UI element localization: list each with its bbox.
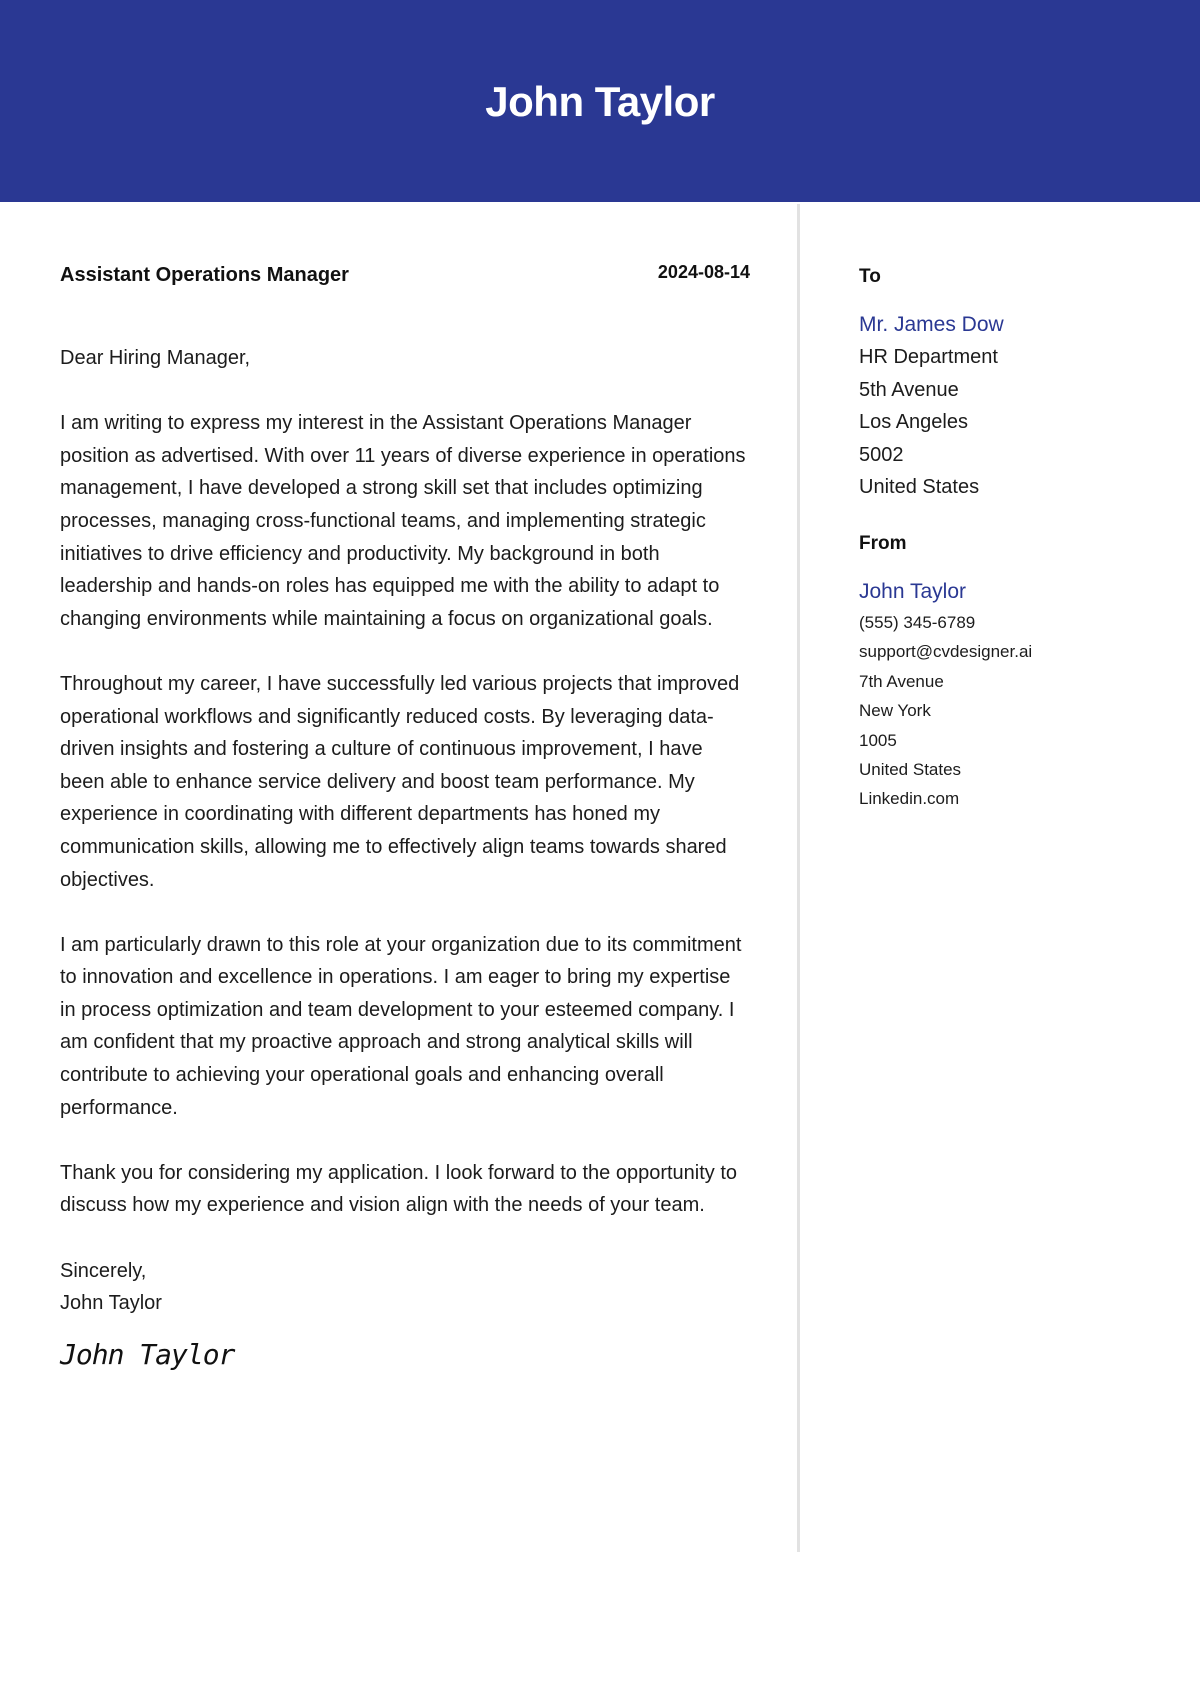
- sender-phone: (555) 345-6789: [859, 612, 976, 632]
- letter-paragraph: I am particularly drawn to this role at your organization due to its commitment to innovation and excellence in operations. I am eager to bring my expertise in process optimization and team development to your esteemed company. I am confident that my proactive approach and strong analytical skills will contribute to achieving your operational goals and enhancing overall performance.: [60, 933, 742, 1119]
- recipient-department: HR Department: [859, 346, 998, 368]
- sender-name: John Taylor: [859, 579, 967, 603]
- closing-block: [60, 1255, 750, 1320]
- letter-paragraph: I am writing to express my interest in the Assistant Operations Manager position as advertised. With over 11 years of diverse experience in operations management, I have developed a strong skill set that includes optimizing processes, managing cross-functional teams, and implementing strategic initiatives to drive efficiency and productivity. My background in both leadership and hands-on roles has equipped me with the ability to adapt to changing environments while maintaining a focus on organizational goals.: [60, 412, 746, 630]
- letter-paragraph: Thank you for considering my application. I look forward to the opportunity to discuss how my experience and vision align with the needs of your team.: [60, 1161, 738, 1217]
- page-title: John Taylor: [485, 78, 715, 125]
- recipient-postal-code: 5002: [859, 443, 904, 466]
- recipient-name: Mr. James Dow: [859, 313, 1004, 336]
- header-banner: [0, 0, 1200, 202]
- letter-body: [60, 342, 750, 1222]
- sender-street: 7th Avenue: [859, 671, 944, 691]
- to-label: To: [859, 266, 881, 287]
- sender-country: United States: [859, 760, 962, 779]
- letter-title-row: [60, 262, 750, 292]
- recipient-street: 5th Avenue: [859, 378, 959, 401]
- contact-sidebar: [859, 262, 1179, 814]
- salutation: Dear Hiring Manager,: [60, 347, 251, 369]
- letter-paragraph: Throughout my career, I have successfully led various projects that improved operational workflows and significantly reduced costs. By leveraging data-driven insights and fostering a culture of continuous improvement, I have been able to enhance service delivery and boost team performance. My experience in coordinating with different departments has honed my communication skills, allowing me to effectively align teams towards shared objectives.: [60, 672, 740, 891]
- letter-column: [60, 262, 750, 1371]
- closing-phrase: Sincerely,: [60, 1259, 147, 1282]
- recipient-country: United States: [859, 476, 980, 499]
- closing-name: John Taylor: [60, 1292, 162, 1315]
- sender-website: Linkedin.com: [859, 789, 960, 809]
- letter-date: 2024-08-14: [657, 262, 750, 282]
- from-label: From: [859, 532, 907, 554]
- handwritten-signature: John Taylor: [60, 1337, 235, 1371]
- sender-email: support@cvdesigner.ai: [859, 642, 1033, 662]
- sender-city: New York: [859, 701, 931, 721]
- job-title: Assistant Operations Manager: [60, 264, 349, 286]
- recipient-city: Los Angeles: [859, 411, 968, 434]
- sender-postal-code: 1005: [859, 730, 897, 750]
- column-divider: [797, 204, 800, 1552]
